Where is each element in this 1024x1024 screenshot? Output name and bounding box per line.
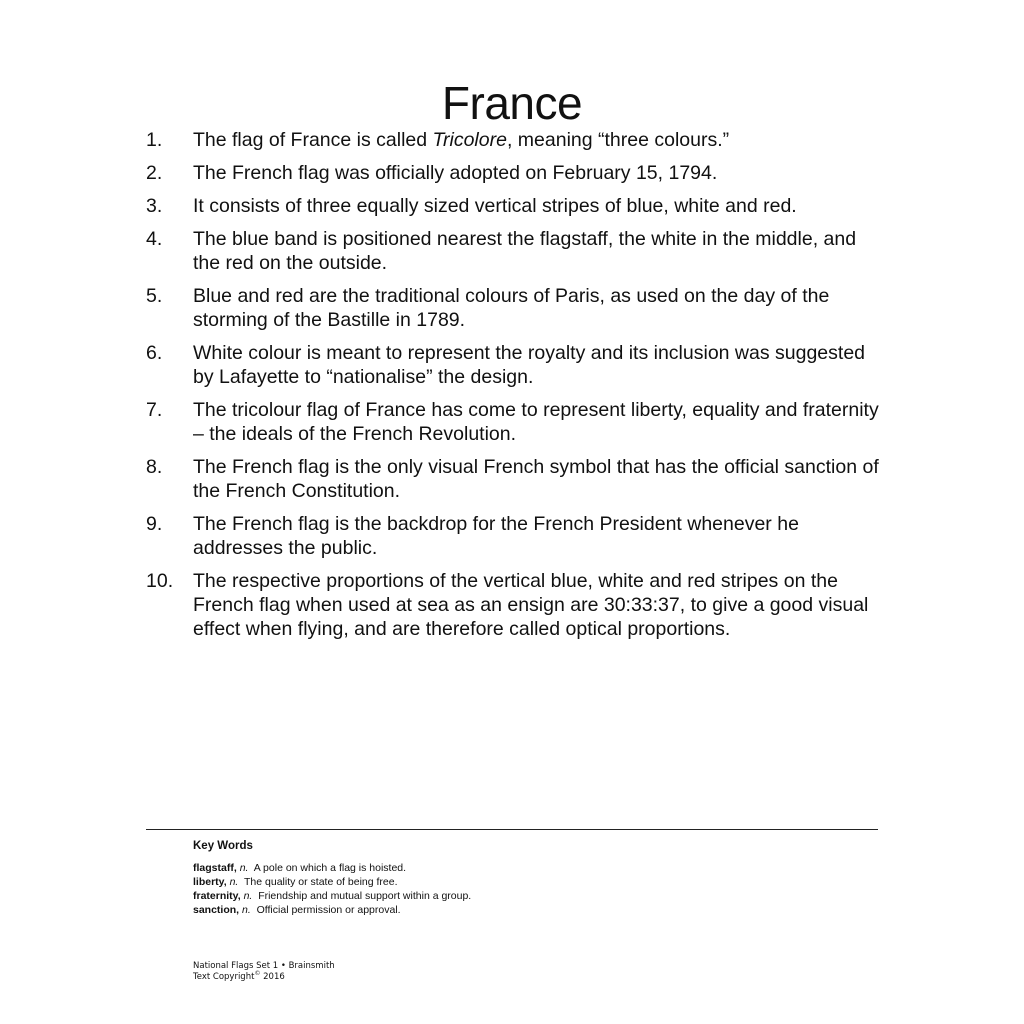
footer-series: National Flags Set 1 • Brainsmith	[193, 961, 335, 971]
copyright-mark: ©	[254, 970, 261, 978]
copyright-year: 2016	[260, 972, 285, 982]
fact-text: Blue and red are the traditional colours of Paris, as used on the day of the storming of the Bastille in 1789.	[193, 285, 830, 331]
fact-item	[146, 128, 886, 152]
key-words-section	[193, 839, 853, 917]
key-word-part-of-speech: n.	[243, 890, 253, 902]
fact-item	[146, 398, 886, 446]
fact-item	[146, 341, 886, 389]
fact-text-italic: Tricolore	[432, 129, 507, 151]
key-word-entry	[193, 889, 853, 903]
fact-text: It consists of three equally sized vertical stripes of blue, white and red.	[193, 195, 797, 217]
fact-item	[146, 194, 886, 218]
fact-number: 7.	[146, 399, 163, 421]
footer-copyright	[193, 972, 335, 983]
fact-text-part: The flag of France is called	[193, 129, 433, 151]
key-word-part-of-speech: n.	[239, 862, 249, 874]
fact-item	[146, 161, 886, 185]
key-word-part-of-speech: n.	[229, 876, 239, 888]
key-word-part-of-speech: n.	[242, 904, 251, 916]
key-word-definition: The quality or state of being free.	[244, 876, 398, 888]
fact-number: 5.	[146, 285, 163, 307]
key-word-definition: A pole on which a flag is hoisted.	[253, 862, 407, 874]
key-word-term: fraternity,	[193, 890, 241, 902]
page-title: France	[441, 76, 583, 129]
facts-list	[146, 128, 886, 650]
fact-text: The French flag is the only visual French symbol that has the official sanction of the French Constitution.	[193, 456, 879, 502]
fact-text: The tricolour flag of France has come to represent liberty, equality and fraternity – the ideals of the French Revolution.	[193, 399, 879, 445]
key-word-term: flagstaff,	[193, 862, 237, 874]
fact-number: 4.	[146, 228, 163, 250]
key-words-heading: Key Words	[193, 840, 253, 852]
section-divider	[146, 829, 878, 830]
fact-number: 10.	[146, 570, 174, 592]
key-word-definition: Official permission or approval.	[256, 904, 401, 916]
footer	[193, 961, 335, 983]
fact-number: 8.	[146, 456, 163, 478]
fact-text: The French flag is the backdrop for the French President whenever he addresses the public.	[193, 513, 799, 559]
fact-text: The respective proportions of the vertical blue, white and red stripes on the French flag when used at sea as an ensign are 30:33:37, to give a good visual effect when flying, and are therefore called optical proportions.	[193, 570, 869, 640]
fact-text: The blue band is positioned nearest the flagstaff, the white in the middle, and the red on the outside.	[193, 228, 857, 274]
copyright-label: Text Copyright	[193, 972, 255, 982]
fact-item	[146, 569, 886, 641]
key-word-entry	[193, 903, 853, 917]
fact-text: White colour is meant to represent the royalty and its inclusion was suggested by Lafayette to “nationalise” the design.	[193, 342, 866, 388]
key-word-entry	[193, 861, 853, 875]
fact-text-part: , meaning “three colours.”	[506, 129, 730, 151]
key-word-definition: Friendship and mutual support within a group.	[258, 890, 472, 902]
fact-number: 2.	[146, 162, 163, 184]
fact-item	[146, 227, 886, 275]
key-word-entry	[193, 875, 853, 889]
fact-item	[146, 284, 886, 332]
fact-item	[146, 455, 886, 503]
fact-text	[193, 128, 886, 152]
fact-number: 3.	[146, 195, 163, 217]
fact-number: 1.	[146, 129, 163, 151]
key-word-term: liberty,	[193, 876, 227, 888]
fact-number: 6.	[146, 342, 163, 364]
fact-number: 9.	[146, 513, 163, 535]
fact-text: The French flag was officially adopted on February 15, 1794.	[193, 162, 718, 184]
key-word-term: sanction,	[193, 904, 240, 916]
fact-item	[146, 512, 886, 560]
